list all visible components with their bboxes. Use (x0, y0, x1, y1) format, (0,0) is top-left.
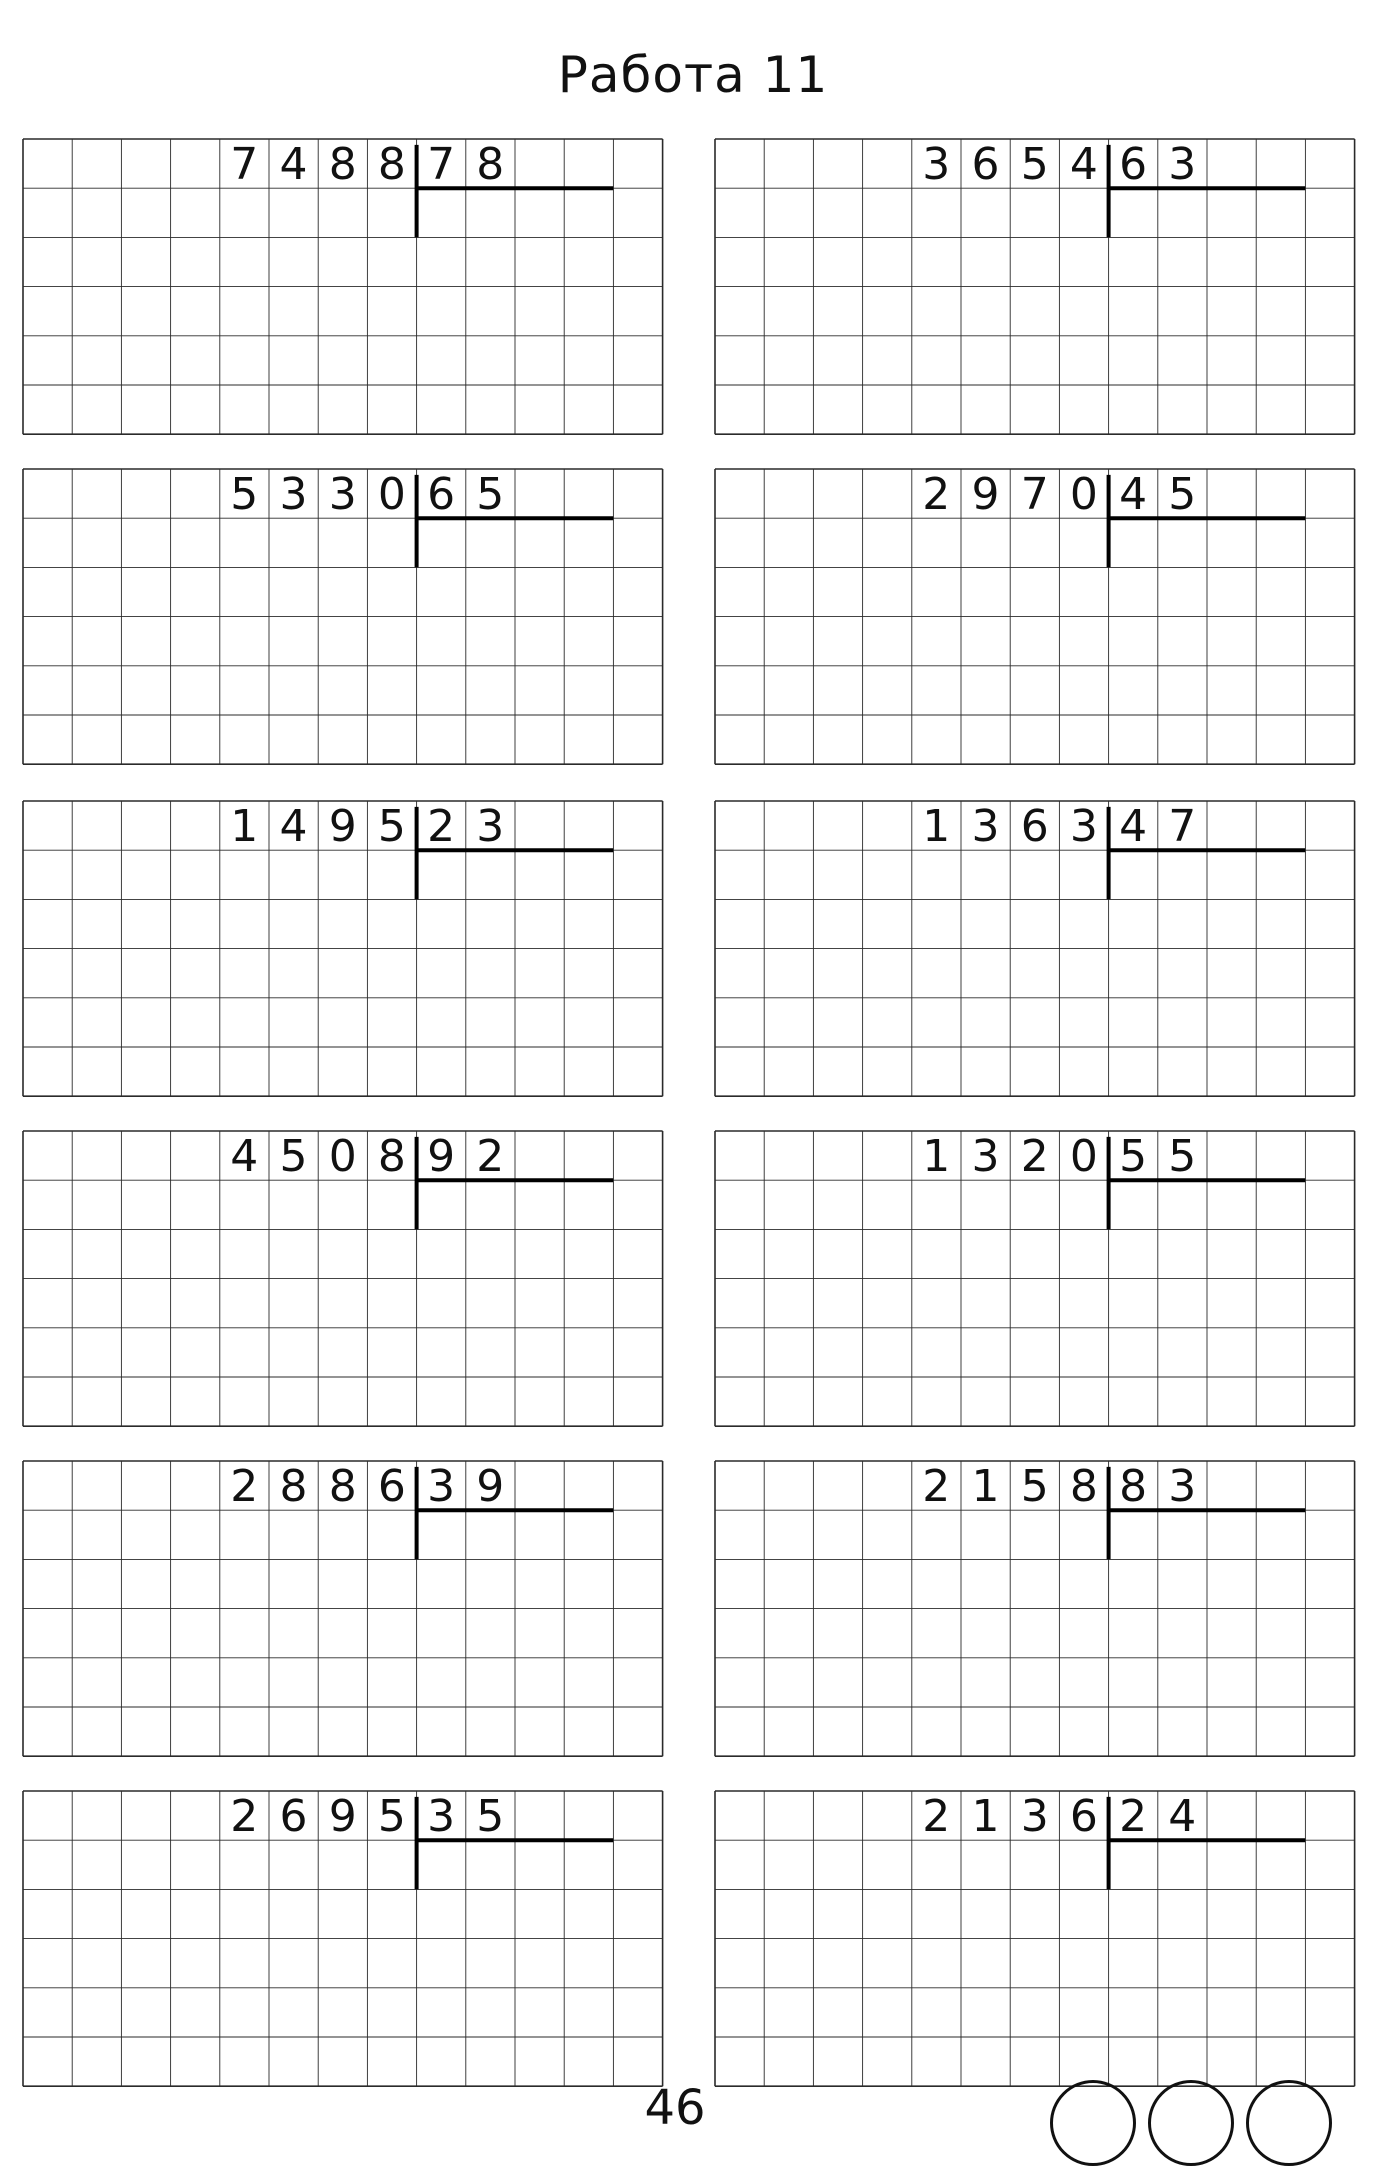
dividend-digit: 6 (971, 139, 1000, 190)
dividend-digit: 4 (279, 801, 308, 852)
dividend-digit: 1 (971, 1461, 1000, 1512)
divisor-digit: 3 (1168, 139, 1197, 190)
dividend-digit: 8 (279, 1461, 308, 1512)
divisor-digit: 2 (476, 1131, 505, 1182)
divisor-digit: 2 (427, 801, 456, 852)
dividend-digit: 8 (328, 1461, 357, 1512)
dividend-digit: 3 (971, 1131, 1000, 1182)
dividend-digit: 0 (1069, 469, 1098, 520)
score-circle (1246, 2080, 1332, 2166)
dividend-digit: 9 (328, 1791, 357, 1842)
dividend-digit: 5 (279, 1131, 308, 1182)
divisor-digit: 3 (427, 1791, 456, 1842)
dividend-digit: 7 (1020, 469, 1049, 520)
divisor-digit: 8 (476, 139, 505, 190)
dividend-digit: 5 (1020, 1461, 1049, 1512)
dividend-digit: 2 (922, 1461, 951, 1512)
divisor-digit: 6 (427, 469, 456, 520)
score-circle (1148, 2080, 1234, 2166)
divisor-digit: 9 (427, 1131, 456, 1182)
divisor-digit: 6 (1119, 139, 1148, 190)
dividend-digit: 5 (377, 801, 406, 852)
dividend-digit: 6 (1069, 1791, 1098, 1842)
divisor-digit: 7 (427, 139, 456, 190)
dividend-digit: 2 (230, 1791, 259, 1842)
divisor-digit: 4 (1119, 801, 1148, 852)
divisor-digit: 5 (1119, 1131, 1148, 1182)
division-problem (22, 468, 660, 770)
page-title: Работа 11 (557, 46, 829, 104)
divisor-digit: 3 (1168, 1461, 1197, 1512)
divisor-digit: 5 (476, 1791, 505, 1842)
dividend-digit: 4 (230, 1131, 259, 1182)
dividend-digit: 0 (1069, 1131, 1098, 1182)
dividend-digit: 5 (377, 1791, 406, 1842)
divisor-digit: 3 (476, 801, 505, 852)
dividend-digit: 0 (328, 1131, 357, 1182)
dividend-digit: 8 (377, 1131, 406, 1182)
dividend-digit: 3 (922, 139, 951, 190)
dividend-digit: 9 (328, 801, 357, 852)
dividend-digit: 8 (328, 139, 357, 190)
divisor-digit: 2 (1119, 1791, 1148, 1842)
dividend-digit: 3 (971, 801, 1000, 852)
dividend-digit: 5 (1020, 139, 1049, 190)
dividend-digit: 3 (279, 469, 308, 520)
divisor-digit: 3 (427, 1461, 456, 1512)
divisor-digit: 8 (1119, 1461, 1148, 1512)
dividend-digit: 2 (922, 1791, 951, 1842)
division-problem (22, 800, 660, 1102)
divisor-digit: 9 (476, 1461, 505, 1512)
division-problem (22, 138, 660, 440)
dividend-digit: 6 (279, 1791, 308, 1842)
dividend-digit: 5 (230, 469, 259, 520)
division-problem (714, 1790, 1352, 2092)
divisor-digit: 4 (1119, 469, 1148, 520)
dividend-digit: 6 (1020, 801, 1049, 852)
divisor-digit: 7 (1168, 801, 1197, 852)
division-problem (714, 468, 1352, 770)
dividend-digit: 1 (922, 801, 951, 852)
division-problem (714, 800, 1352, 1102)
dividend-digit: 1 (922, 1131, 951, 1182)
division-problem (714, 1130, 1352, 1432)
divisor-digit: 5 (1168, 1131, 1197, 1182)
dividend-digit: 0 (377, 469, 406, 520)
page-number: 46 (644, 2080, 706, 2136)
division-problem (22, 1460, 660, 1762)
dividend-digit: 8 (1069, 1461, 1098, 1512)
dividend-digit: 2 (230, 1461, 259, 1512)
division-problem (714, 138, 1352, 440)
division-problem (22, 1130, 660, 1432)
dividend-digit: 8 (377, 139, 406, 190)
divisor-digit: 4 (1168, 1791, 1197, 1842)
dividend-digit: 2 (1020, 1131, 1049, 1182)
dividend-digit: 1 (230, 801, 259, 852)
division-problem (22, 1790, 660, 2092)
dividend-digit: 2 (922, 469, 951, 520)
dividend-digit: 4 (1069, 139, 1098, 190)
divisor-digit: 5 (476, 469, 505, 520)
dividend-digit: 3 (1069, 801, 1098, 852)
division-problem (714, 1460, 1352, 1762)
score-circle (1050, 2080, 1136, 2166)
dividend-digit: 1 (971, 1791, 1000, 1842)
dividend-digit: 9 (971, 469, 1000, 520)
dividend-digit: 4 (279, 139, 308, 190)
dividend-digit: 6 (377, 1461, 406, 1512)
dividend-digit: 3 (328, 469, 357, 520)
divisor-digit: 5 (1168, 469, 1197, 520)
dividend-digit: 7 (230, 139, 259, 190)
dividend-digit: 3 (1020, 1791, 1049, 1842)
